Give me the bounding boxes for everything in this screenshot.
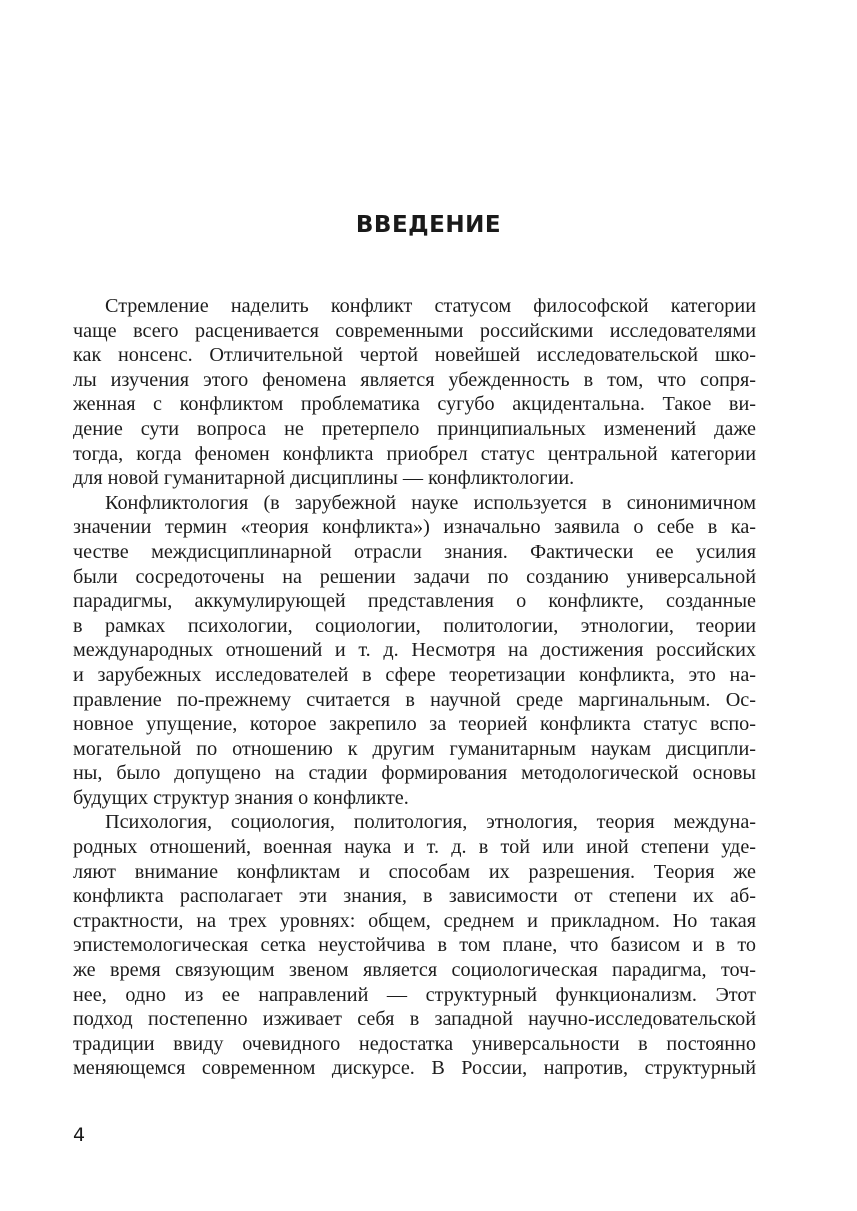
text-line: меняющемся современном дискурсе. В России, напротив, структурный	[73, 1057, 756, 1080]
text-line: правление по-прежнему считается в научной среде маргинальным. Ос-	[73, 688, 756, 711]
text-line: женная с конфликтом проблематика сугубо акцидентальна. Такое ви-	[73, 393, 756, 416]
text-line: ны, было допущено на стадии формирования методологической основы	[73, 762, 756, 785]
text-line: были сосредоточены на решении задачи по созданию универсальной	[73, 565, 756, 588]
text-line: будущих структур знания о конфликте.	[73, 786, 409, 809]
text-line: подход постепенно изживает себя в западной научно-исследовательской	[73, 1008, 756, 1031]
text-line: лы изучения этого феномена является убежденность в том, что сопря-	[73, 368, 756, 391]
text-line: парадигмы, аккумулирующей представления о конфликте, созданные	[73, 590, 756, 613]
text-line: нее, одно из ее направлений — структурный функционализм. Этот	[73, 983, 756, 1006]
text-line: чаще всего расценивается современными российскими исследователями	[73, 319, 756, 342]
text-line: тогда, когда феномен конфликта приобрел статус центральной категории	[73, 442, 756, 465]
text-line: Конфликтология (в зарубежной науке используется в синонимичном	[105, 491, 756, 514]
paragraph-3	[73, 810, 756, 1081]
text-line: страктности, на трех уровнях: общем, среднем и прикладном. Но такая	[73, 909, 756, 932]
text-line: дение сути вопроса не претерпело принципиальных изменений даже	[73, 417, 756, 440]
page-title: ВВЕДЕНИЕ	[355, 212, 502, 238]
text-line: как нонсенс. Отличительной чертой новейшей исследовательской шко-	[73, 344, 756, 367]
text-line: же время связующим звеном является социологическая парадигма, точ-	[73, 959, 756, 982]
paragraph-2	[73, 491, 756, 811]
text-line: новное упущение, которое закрепило за теорией конфликта статус вспо-	[73, 713, 756, 736]
text-line: ляют внимание конфликтам и способам их разрешения. Теория же	[73, 860, 756, 883]
text-line: и зарубежных исследователей в сфере теоретизации конфликта, это на-	[73, 663, 756, 686]
text-line: Психология, социология, политология, этнология, теория междуна-	[105, 811, 756, 834]
text-line: традиции ввиду очевидного недостатка универсальности в постоянно	[73, 1032, 756, 1055]
page-number: 4	[73, 1124, 86, 1146]
text-line: родных отношений, военная наука и т. д. в той или иной степени уде-	[73, 836, 756, 859]
text-line: эпистемологическая сетка неустойчива в том плане, что базисом и в то	[73, 934, 756, 957]
text-line: в рамках психологии, социологии, политологии, этнологии, теории	[73, 614, 756, 637]
text-line: Стремление наделить конфликт статусом философской категории	[105, 295, 756, 317]
text-line: значении термин «теория конфликта») изначально заявила о себе в ка-	[73, 516, 756, 539]
text-line: честве междисциплинарной отрасли знания. Фактически ее усилия	[73, 540, 756, 563]
paragraph-1	[73, 294, 756, 491]
body-text	[73, 294, 756, 1081]
text-line: для новой гуманитарной дисциплины — конфликтологии.	[73, 467, 575, 490]
text-line: конфликта располагает эти знания, в зависимости от степени их аб-	[73, 885, 756, 908]
text-line: могательной по отношению к другим гуманитарным наукам дисципли-	[73, 737, 756, 760]
text-line: международных отношений и т. д. Несмотря на достижения российских	[73, 639, 756, 662]
